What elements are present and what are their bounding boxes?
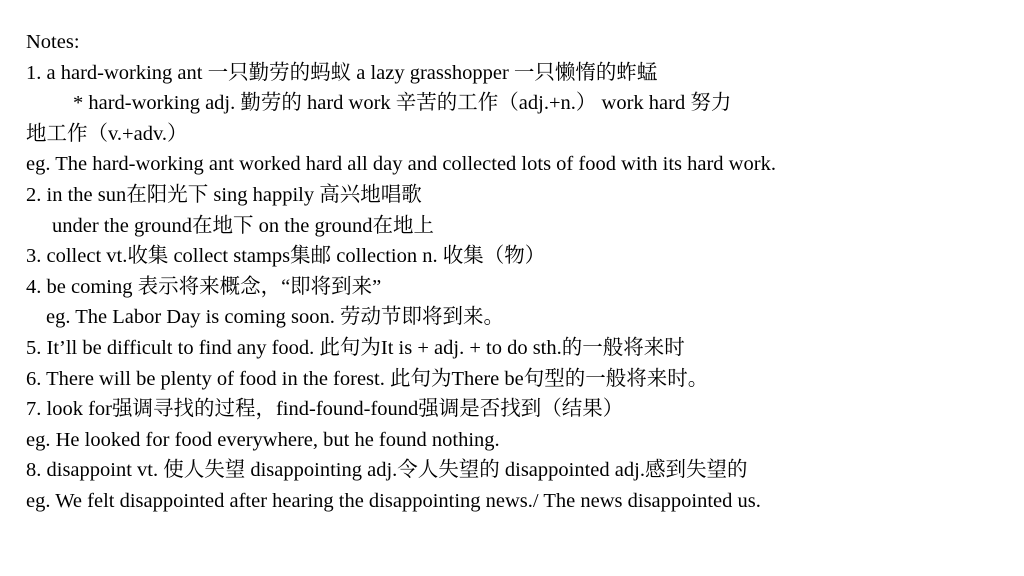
note-line-4: 4. be coming 表示将来概念，“即将到来” xyxy=(26,275,382,298)
note-line-8: 8. disappoint vt. 使人失望 disappointing adj.令人失望的 disappointed adj.感到失望的 xyxy=(26,459,748,482)
note-line-1-detail: * hard-working adj. 勤劳的 hard work 辛苦的工作（adj.+n.） work hard 努力 xyxy=(73,92,732,115)
note-line-1: 1. a hard-working ant 一只勤劳的蚂蚁 a lazy grasshopper 一只懒惰的蚱蜢 xyxy=(26,61,658,84)
note-line-1-detail-cont: 地工作（v.+adv.） xyxy=(26,122,188,145)
note-line-8-example: eg. We felt disappointed after hearing the disappointing news./ The news disappointed us. xyxy=(26,489,761,512)
note-line-7-example: eg. He looked for food everywhere, but he found nothing. xyxy=(26,428,500,451)
notes-text-block xyxy=(26,27,1006,517)
notes-heading: Notes: xyxy=(26,31,80,53)
note-line-2-cont: under the ground在地下 on the ground在地上 xyxy=(52,214,435,237)
note-line-3: 3. collect vt.收集 collect stamps集邮 collection n. 收集（物） xyxy=(26,245,546,268)
note-line-4-example: eg. The Labor Day is coming soon. 劳动节即将到来。 xyxy=(46,306,504,329)
note-line-5: 5. It’ll be difficult to find any food. 此句为It is + adj. + to do sth.的一般将来时 xyxy=(26,336,685,359)
note-line-6: 6. There will be plenty of food in the forest. 此句为There be句型的一般将来时。 xyxy=(26,367,709,390)
note-line-1-example: eg. The hard-working ant worked hard all day and collected lots of food with its hard work. xyxy=(26,153,776,176)
note-line-7: 7. look for强调寻找的过程，find-found-found强调是否找到（结果） xyxy=(26,398,624,421)
note-line-2: 2. in the sun在阳光下 sing happily 高兴地唱歌 xyxy=(26,183,422,206)
